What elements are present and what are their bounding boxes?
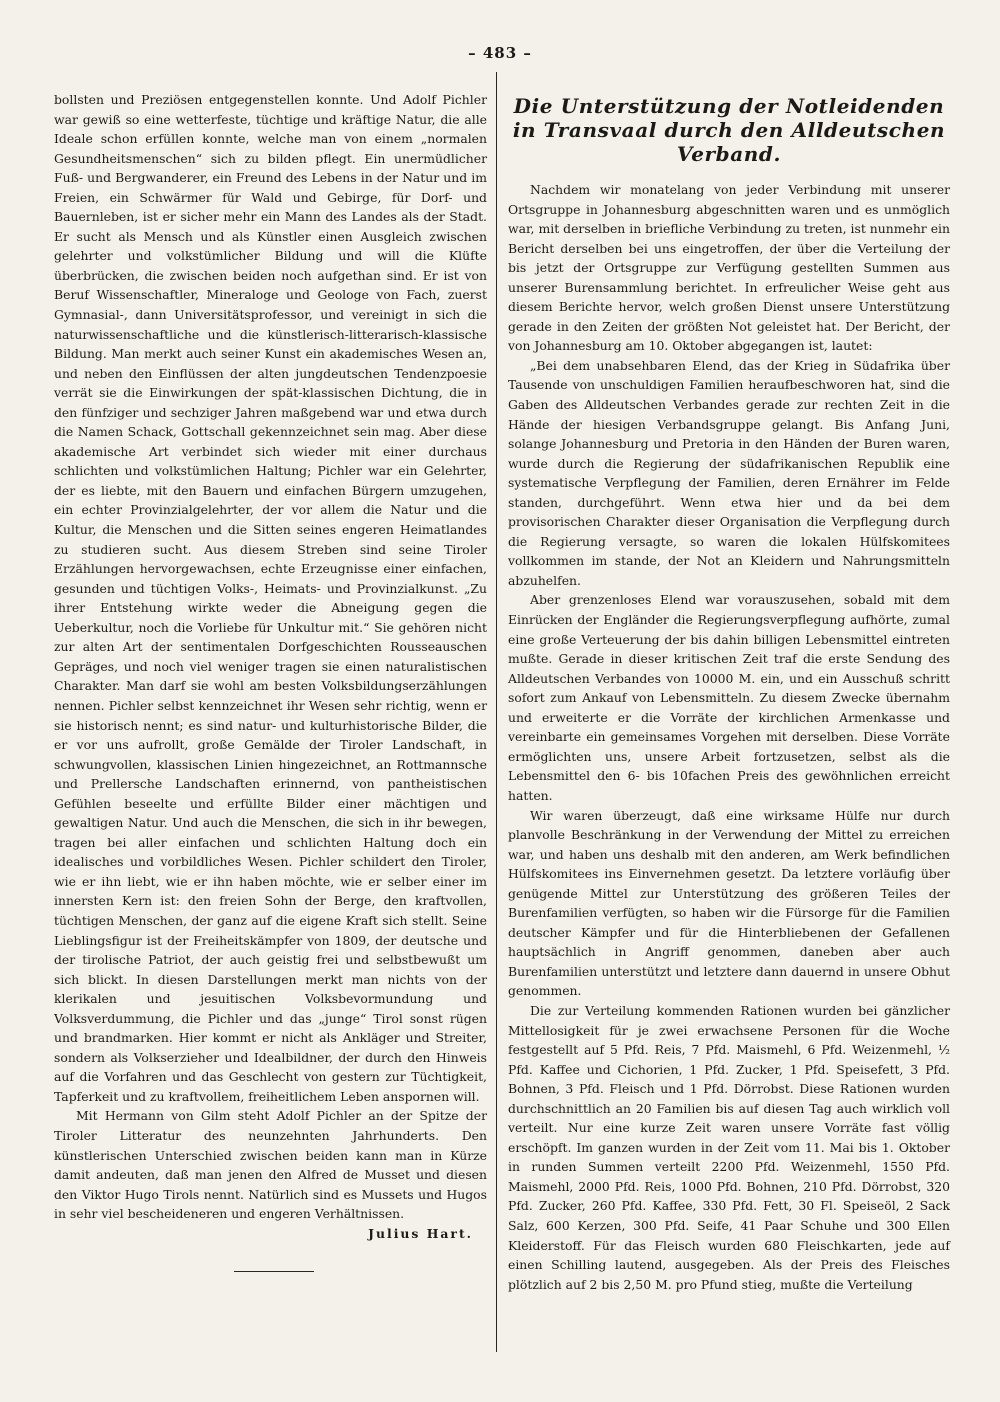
article-paragraph: Mit Hermann von Gilm steht Adolf Pichler an der Spitze der Tiroler Litteratur des neunzehnten Jahrhunderts. Den künstlerischen Unterschied zwischen beiden kann man in Kürze damit andeuten, daß man jenen den Alfred de Musset und diesen den Viktor Hugo Tirols nennt. Natürlich sind es Mussets und Hugos in sehr viel bescheideneren und engeren Verhältnissen. bbox=[54, 1108, 487, 1222]
article-paragraph: bollsten und Preziösen entgegenstellen konnte. Und Adolf Pichler war gewiß so eine wetterfeste, tüchtige und kräftige Natur, die alle Ideale schon erfüllen konnte, welche man von einem „normalen Gesundheitsmenschen“ sich zu bilden pflegt. Ein unermüdlicher Fuß- und Bergwanderer, ein Freund des Lebens in der Natur und im Freien, ein Schwärmer für Wald und Gebirge, für Dorf- und Bauernleben, ist er sicher mehr ein Mann des Landes als der Stadt. Er sucht als Mensch und als Künstler einen Ausgleich zwischen gelehrter und volkstümlicher Bildung und will die Klüfte überbrücken, die zwischen beiden noch aufgethan sind. Er ist von Beruf Wissenschaftler, Mineraloge und Geologe von Fach, zuerst Gymnasial-, dann Universitätsprofessor, und vereinigt in sich die naturwissenschaftliche und die künstlerisch-litterarisch-klassische Bildung. Man merkt auch seiner Kunst ein akademisches Wesen an, und neben den Einflüssen der alten jungdeutschen Tendenzpoesie verrät sie die Einwirkungen der spät-klassischen Dichtung, die in den fünfziger und sechziger Jahren maßgebend war und etwa durch die Namen Schack, Gottschall gekennzeichnet sein mag. Aber diese akademische Art verbindet sich wieder mit einer durchaus schlichten und volkstümlichen Haltung; Pichler war ein Gelehrter, der es liebte, mit den Bauern und einfachen Bürgern umzugehen, ein echter Provinzialgelehrter, der vor allem die Natur und die Kultur, die Menschen und die Sitten seines engeren Heimatlandes zu studieren sucht. Aus diesem Streben sind seine Tiroler Erzählungen hervorgewachsen, echte Erzeugnisse einer einfachen, gesunden und tüchtigen Volks-, Heimats- und Provinzialkunst. „Zu ihrer Entstehung wirkte weder die Abneigung gegen die Ueberkultur, noch die Vorliebe für Unkultur mit.“ Sie gehören nicht zur alten Art der sentimentalen Dorfgeschichten Rousseauschen Gepräges, und noch viel weniger tragen sie einen naturalistischen Charakter. Man darf sie wohl am besten Volksbildungserzählungen nennen. Pichler selbst kennzeichnet ihr Wesen sehr richtig, wenn er sie historisch nennt; es sind natur- und kulturhistorische Bilder, die er vor uns aufrollt, große Gemälde der Tiroler Landschaft, in schwungvollen, klassischen Linien hingezeichnet, an Rottmannsche und Prellersche Landschaften erinnernd, von pantheistischen Gefühlen beseelte und erfüllte Bilder einer mächtigen und gewaltigen Natur. Und auch die Menschen, die sich in ihr bewegen, tragen bei aller einfachen und schlichten Haltung doch ein idealisches und vorbildliches Wesen. Pichler schildert den Tiroler, wie er ihn liebt, wie er ihn haben möchte, wie er selber einer im innersten Kern ist: den freien Sohn der Berge, den kraftvollen, tüchtigen Menschen, der ganz auf die eigene Kraft sich stellt. Seine Lieblingsfigur ist der Freiheitskämpfer von 1809, der deutsche und der tirolische Patriot, der auch geistig frei und selbstbewußt um sich blickt. In diesen Darstellungen merkt man nichts von der klerikalen und jesuitischen Volksbevormundung und Volksverdummung, die Pichler und das „junge“ Tirol sonst rügen und brandmarken. Hier kommt er nicht als Ankläger und Streiter, sondern als Volkserzieher und Idealbildner, der durch den Hinweis auf die Vorfahren und das Geschlecht von gestern zur Tüchtigkeit, Tapferkeit und zu kraftvollem, freiheitlichem Leben anspornen will. bbox=[54, 92, 487, 1104]
page-number: – 483 – bbox=[468, 44, 532, 62]
author-signature: Julius Hart. bbox=[368, 1225, 473, 1241]
article-title: Die Unterstützung der Notleidenden in Transvaal durch den Alldeutschen Verband. bbox=[512, 94, 946, 166]
article-paragraph: Nachdem wir monatelang von jeder Verbindung mit unserer Ortsgruppe in Johannesburg abgeschnitten waren und es unmöglich war, mit derselben in briefliche Verbindung zu treten, ist nunmehr ein Bericht derselben bei uns eingetroffen, der über die Verteilung der bis jetzt der Ortsgruppe zur Verfügung gestellten Summen aus unserer Burensammlung berichtet. In erfreulicher Weise geht aus diesem Berichte hervor, welch großen Dienst unsere Unterstützung gerade in den Zeiten der größten Not geleistet hat. Der Bericht, der von Johannesburg am 10. Oktober abgegangen ist, lautet: bbox=[508, 182, 950, 354]
left-column bbox=[54, 90, 487, 1272]
article-paragraph: Die zur Verteilung kommenden Rationen wurden bei gänzlicher Mittellosigkeit für je zwei erwachsene Personen für die Woche festgestellt auf 5 Pfd. Reis, 7 Pfd. Maismehl, 6 Pfd. Weizenmehl, ½ Pfd. Kaffee und Cichorien, 1 Pfd. Zucker, 1 Pfd. Speisefett, 3 Pfd. Bohnen, 3 Pfd. Fleisch und 1 Pfd. Dörrobst. Diese Rationen wurden durchschnittlich an 20 Familien bis auf diesen Tag auch wirklich voll verteilt. Nur eine kurze Zeit waren unsere Vorräte fast völlig erschöpft. Im ganzen wurden in der Zeit vom 11. Mai bis 1. Oktober in runden Summen verteilt 2200 Pfd. Weizenmehl, 1550 Pfd. Maismehl, 2000 Pfd. Reis, 1000 Pfd. Bohnen, 210 Pfd. Dörrobst, 320 Pfd. Zucker, 260 Pfd. Kaffee, 330 Pfd. Fett, 30 Fl. Speiseöl, 2 Sack Salz, 600 Kerzen, 300 Pfd. Seife, 41 Paar Schuhe und 300 Ellen Kleiderstoff. Für das Fleisch wurden 680 Fleischkarten, jede auf einen Schilling lautend, ausgegeben. Als der Preis des Fleisches plötzlich auf 2 bis 2,50 M. pro Pfund stieg, mußte die Verteilung bbox=[508, 1002, 950, 1292]
right-column bbox=[508, 94, 950, 1294]
column-divider bbox=[496, 72, 497, 1352]
article-paragraph: „Bei dem unabsehbaren Elend, das der Krieg in Südafrika über Tausende von unschuldigen Familien heraufbeschworen hat, sind die Gaben des Alldeutschen Verbandes gerade zur rechten Zeit in die Hände der hiesigen Verbandsgruppe gelangt. Bis Anfang Juni, solange Johannesburg und Pretoria in den Händen der Buren waren, wurde durch die Regierung der südafrikanischen Republik eine systematische Verpflegung der Familien, deren Ernährer im Felde standen, durchgeführt. Wenn etwa hier und da bei dem provisorischen Charakter dieser Organisation die Verpflegung durch die Regierung versagte, so waren die lokalen Hülfskomitees vollkommen im stande, der Not an Kleidern und Nahrungsmitteln abzuhelfen. bbox=[508, 357, 950, 588]
article-paragraph: Wir waren überzeugt, daß eine wirksame Hülfe nur durch planvolle Beschränkung in der Verwendung der Mittel zu erreichen war, und haben uns deshalb mit den anderen, am Werk befindlichen Hülfskomitees ins Einvernehmen gesetzt. Da letztere vorläufig über genügende Mittel zur Unterstützung des größeren Teiles der Burenfamilien verfügten, so haben wir die Fürsorge für die Familien deutscher Kämpfer und für die Hinterbliebenen der Gefallenen hauptsächlich in Angriff genommen, daneben aber auch Burenfamilien unterstützt und letztere dann dauernd in unsere Obhut genommen. bbox=[508, 807, 950, 999]
end-rule bbox=[234, 1271, 314, 1272]
article-paragraph: Aber grenzenloses Elend war vorauszusehen, sobald mit dem Einrücken der Engländer die Regierungsverpflegung aufhörte, zumal eine große Verteuerung der bis dahin billigen Lebensmittel eintreten mußte. Gerade in dieser kritischen Zeit traf die erste Sendung des Alldeutschen Verbandes von 10000 M. ein, und ein Ausschuß schritt sofort zum Ankauf von Lebensmitteln. Zu diesem Zwecke übernahm und erweiterte er die Vorräte der kirchlichen Armenkasse und vereinbarte ein gemeinsames Vorgehen mit derselben. Diese Vorräte ermöglichten uns, unsere Arbeit fortzusetzen, selbst als die Lebensmittel den 6- bis 10fachen Preis des gewöhnlichen erreicht hatten. bbox=[508, 592, 950, 803]
